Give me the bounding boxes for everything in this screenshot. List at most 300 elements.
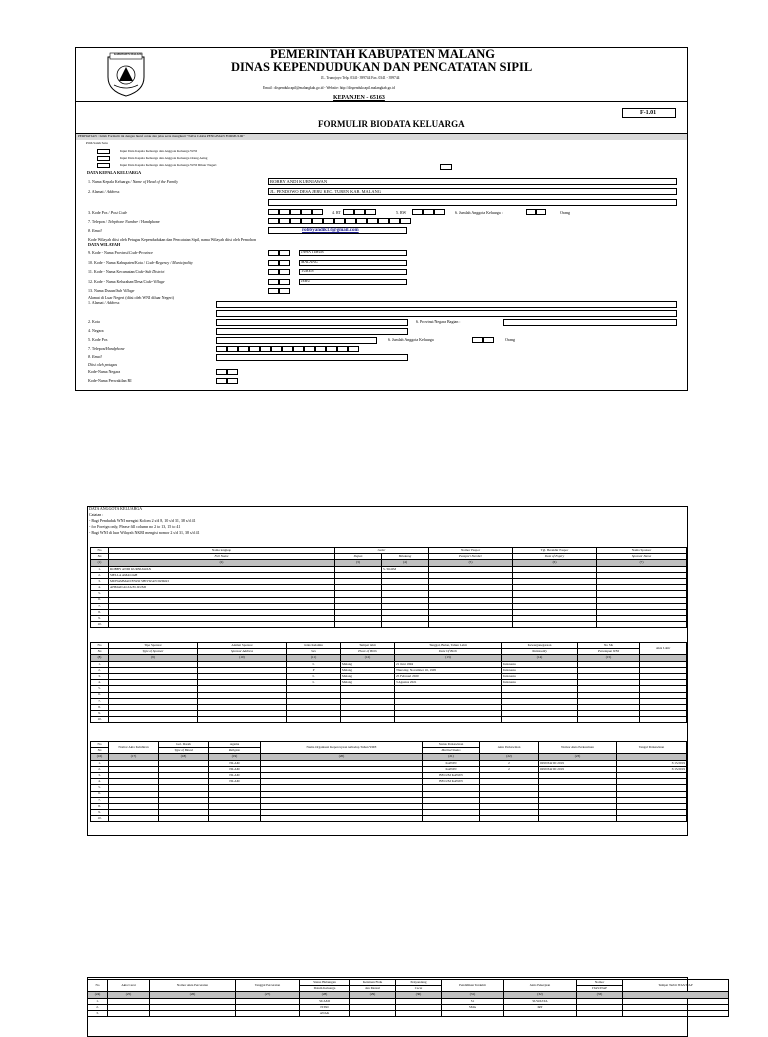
luar-phone-cell-4[interactable] [249, 346, 260, 352]
wilayah-code-cell[interactable] [268, 260, 279, 266]
column-number: (25) [108, 992, 150, 998]
empty-cell[interactable] [350, 1010, 396, 1016]
postcode-cell-4[interactable] [301, 209, 312, 215]
phone-cell-1[interactable] [268, 218, 279, 224]
t2-h-jk2: Sex [287, 649, 341, 655]
option-selected-box[interactable] [440, 164, 452, 170]
t4-h-no: No [88, 980, 108, 992]
cell-no[interactable]: 7. [91, 603, 109, 609]
rw-cell-2[interactable] [423, 209, 434, 215]
cell-kwn[interactable]: Indonesia [502, 667, 578, 673]
anggota-title: DATA ANGGOTA KELUARGA [89, 506, 143, 511]
luar-provinsi-field[interactable] [503, 319, 677, 326]
cell-tempat[interactable] [341, 717, 395, 723]
cell-pek[interactable]: SUWASTA [504, 998, 577, 1004]
office-title: DINAS KEPENDUDUKAN DAN PENCATATAN SIPIL [231, 60, 533, 74]
wilayah-label: 9. Kode - Nama Provinsi/Code-Province [88, 250, 154, 255]
kepala-section-title: DATA KEPALA KELUARGA [87, 170, 142, 175]
empty-cell[interactable] [640, 717, 687, 723]
cell-tempat[interactable]: Malang [341, 680, 395, 686]
rw-cell-1[interactable] [412, 209, 423, 215]
t3-h-aktakawin: Akta Perkawinan [480, 742, 539, 754]
cell-tanggal[interactable]: Thursday, November 16, 1995 [395, 667, 502, 673]
luar-phone-label: 7. Telepon/Handphone [88, 346, 125, 351]
rt-cell-2[interactable] [354, 209, 365, 215]
column-number: (13) [395, 655, 502, 661]
column-number: (7) [597, 560, 687, 566]
table-row [88, 1010, 729, 1016]
luar-jumlah-cell-1[interactable] [472, 337, 483, 343]
anggota-note-2: - for Foreign only, Please fill column no 2 to 13, 15 to 41 [89, 524, 181, 529]
option-checkbox-1[interactable] [97, 149, 110, 154]
postcode-cell-2[interactable] [279, 209, 290, 215]
luar-jumlah-cell-2[interactable] [483, 337, 494, 343]
cell-tempat[interactable]: Malang [341, 667, 395, 673]
cell-status[interactable]: KAWIN [423, 760, 480, 766]
kode-negara-cell-1[interactable] [216, 369, 227, 375]
t2-h-kwn2: Nationality [502, 649, 578, 655]
t1-h-nama2: Full Name [109, 554, 335, 560]
t3-h-org: Nama Organisasi Kepercayaan terhadap Tuhan YME [261, 742, 423, 754]
postcode-label: 3. Kode Pos / Post Code [88, 210, 128, 215]
empty-cell[interactable] [150, 1010, 236, 1016]
cell-no[interactable]: 2. [91, 667, 109, 673]
t4-h-itas2: ITAS/ITAP [577, 986, 623, 992]
luar-address-label: 1. Alamat / Address [88, 300, 120, 305]
cell-agama[interactable]: ISLAM [209, 779, 261, 785]
cell-nama[interactable] [109, 622, 335, 628]
cell-no[interactable]: 2. [91, 572, 109, 578]
anggota-table-2 [90, 642, 687, 723]
wilayah-code-cell[interactable] [279, 269, 290, 275]
cell-no[interactable]: 1. [91, 760, 109, 766]
empty-cell[interactable] [597, 622, 687, 628]
empty-cell[interactable] [513, 622, 597, 628]
cell-tgl[interactable]: 3/15/2019 [617, 760, 687, 766]
table-row [91, 717, 687, 723]
cell-no[interactable]: 4. [91, 779, 109, 785]
column-number: (23) [539, 754, 617, 760]
cell-jk[interactable]: P [287, 667, 341, 673]
luar-phone-cell-5[interactable] [260, 346, 271, 352]
t2-h-tempat2: Place of Birth [341, 649, 395, 655]
column-number: (9) [109, 655, 198, 661]
luar-phone-cell-1[interactable] [216, 346, 227, 352]
wilayah-label: 12. Kode - Nama Kelurahan/Desa/Code-Village [88, 278, 165, 284]
phone-cell-9[interactable] [356, 218, 367, 224]
telephone-label: 7. Telepon / Telephone Number / Handphone [88, 219, 160, 224]
empty-cell[interactable] [578, 717, 640, 723]
column-number: (16) [91, 754, 109, 760]
luar-phone-cell-9[interactable] [304, 346, 315, 352]
cell-tgl[interactable] [617, 816, 687, 822]
wilayah-label: 11. Kode - Nama Kecamatan/Code-Sub District [88, 269, 165, 274]
phone-cell-10[interactable] [367, 218, 378, 224]
empty-cell[interactable] [109, 717, 198, 723]
kepala-address-field-2[interactable] [268, 199, 677, 206]
t4-h-cacat: Penyandang [396, 980, 442, 986]
column-number: (18) [159, 754, 209, 760]
wilayah-note: Kode Wilayah diisi oleh Petugas Kependudukan dan Pencatatan Sipil, nama Wilayah diisi oleh Pemohon [88, 237, 256, 242]
column-number: (14) [502, 655, 578, 661]
jumlah-anggota-cell-2[interactable] [536, 209, 546, 215]
cell-no[interactable]: 4. [91, 585, 109, 591]
cell-no[interactable]: 9. [91, 810, 109, 816]
jumlah-anggota-label: 6. Jumlah Anggota Keluarga : [455, 210, 503, 215]
t2-h-kwn: Kewarganegaraan [502, 643, 578, 649]
gov-title: PEMERINTAH KABUPATEN MALANG [270, 47, 495, 61]
column-number: (29) [350, 992, 396, 998]
t3-h-status: Status Perkawinan [423, 742, 480, 748]
cell-no[interactable]: 3. [91, 772, 109, 778]
wilayah-code-cell[interactable] [279, 279, 290, 285]
office-contact: Email : dispendukcapil@malangkab.go.id - Website: http://dispendukcapil.malangkab.go.id [263, 86, 395, 90]
cell-tgl[interactable]: 3/15/2019 [617, 766, 687, 772]
cell-no[interactable]: 8. [91, 803, 109, 809]
rw-cell-3[interactable] [434, 209, 445, 215]
cell-status[interactable]: BELUM KAWIN [423, 779, 480, 785]
cell-kwn[interactable]: Indonesia [502, 661, 578, 667]
t2-h-tanggal2: Date Of Birth [395, 649, 502, 655]
regency-logo [104, 51, 148, 97]
t3-h-agama: Agama [209, 742, 261, 748]
cell-no[interactable]: 10. [91, 717, 109, 723]
luar-phone-cell-12[interactable] [337, 346, 348, 352]
cell-no[interactable]: 9. [91, 616, 109, 622]
cell-jk[interactable]: L [287, 661, 341, 667]
cell-noakta[interactable] [539, 816, 617, 822]
cell-no[interactable]: 5. [91, 686, 109, 692]
cell-jk[interactable]: L [287, 680, 341, 686]
cell-nama[interactable]: MUHAMMAD ENZO SHIVIZAN DZIKRI [109, 578, 335, 584]
t2-h-jk: Jenis Kelamin [287, 643, 341, 649]
wilayah-code-cell[interactable] [279, 260, 290, 266]
cell-pend[interactable]: S1 [442, 998, 504, 1004]
email-value: robbyandik13@gmail.com [302, 228, 359, 233]
cell-aktakawin[interactable]: 2 [480, 766, 539, 772]
luar-phone-cell-10[interactable] [315, 346, 326, 352]
column-number: (5) [429, 560, 513, 566]
cell-no[interactable]: 4. [91, 680, 109, 686]
option-checkbox-2[interactable] [97, 156, 110, 161]
cell-status[interactable]: KAWIN [423, 766, 480, 772]
cell-nama[interactable]: SIELLA AMALIAH [109, 572, 335, 578]
t3-h-noakta: Nomor Akta Perkawinan [539, 742, 617, 754]
cell-belakang[interactable] [382, 622, 429, 628]
t2-h-tanggal: Tanggal, Bulan, Tahun Lahir [395, 643, 502, 649]
luar-phone-cell-6[interactable] [271, 346, 282, 352]
cell-no[interactable]: 3. [88, 1010, 108, 1016]
luar-phone-cell-11[interactable] [326, 346, 337, 352]
cell-pek[interactable]: IRT [504, 1004, 577, 1010]
office-city: KEPANJEN - 65163 [333, 95, 385, 101]
empty-cell[interactable] [261, 816, 423, 822]
cell-tempat[interactable]: Malang [341, 673, 395, 679]
t1-h-nama: Nama lengkap [109, 548, 335, 554]
option-checkbox-3[interactable] [97, 163, 110, 168]
t3-h-tgl: Tangal Perkawinan [617, 742, 687, 754]
t1-h-belakang: Belakang [382, 554, 429, 560]
luar-phone-cell-13[interactable] [348, 346, 359, 352]
t2-h-no2: No [91, 649, 109, 655]
wilayah-code-cell[interactable] [268, 250, 279, 256]
cell-tanggal[interactable]: 25 Februari 2020 [395, 673, 502, 679]
phone-cell-11[interactable] [378, 218, 389, 224]
empty-cell[interactable] [108, 1010, 150, 1016]
petugas-note: Diisi oleh petugas [88, 362, 118, 367]
cell-no[interactable]: 3. [91, 578, 109, 584]
kode-perwakilan-cell-1[interactable] [216, 378, 227, 384]
empty-cell[interactable] [159, 816, 209, 822]
phone-cell-8[interactable] [345, 218, 356, 224]
anggota-table-3 [90, 741, 687, 822]
wilayah-name-value: TUREN [301, 269, 314, 273]
phone-cell-4[interactable] [301, 218, 312, 224]
luar-phone-cell-2[interactable] [227, 346, 238, 352]
office-address: JL. Trunojoyo Telp. 0341- 399744 Fax. 0341 - 399744 [321, 76, 400, 80]
t4-h-tempat: Tempat Terbit ITAS/ITAP [623, 980, 729, 992]
kepala-address-value: JL. PENDOWO DESA JERU KEC. TUREN KAB. MALANG [270, 188, 381, 194]
phone-cell-7[interactable] [334, 218, 345, 224]
anggota-catatan: Catatan : [89, 512, 104, 517]
column-number: (17) [109, 754, 159, 760]
t1-h-paspor: Nomor Paspor [429, 548, 513, 554]
wilayah-name-field[interactable] [299, 269, 407, 275]
kepala-name-label: 1. Nama Kepala Keluarga / Name of Head of the Family [88, 179, 179, 184]
cell-kwn[interactable]: Indonesia [502, 680, 578, 686]
rt-label: 4. RT [332, 210, 341, 215]
cell-no[interactable]: 10. [91, 622, 109, 628]
luar-negara-field[interactable] [216, 328, 408, 335]
t1-h-depan: Depan [335, 554, 382, 560]
t2-h-tipe2: Type of Sponsor [109, 649, 198, 655]
anggota-note-3: - Bagi WNI di luar Wilayah NKRI mengisi nomor 2 s/d 31, 38 s/d 41 [89, 530, 200, 535]
empty-cell[interactable] [623, 1010, 729, 1016]
t2-h-alamat: Alamat Sponsor [198, 643, 287, 649]
phone-cell-6[interactable] [323, 218, 334, 224]
cell-tanggal[interactable] [395, 717, 502, 723]
wilayah-code-cell[interactable] [279, 250, 290, 256]
cell-pek[interactable] [504, 1010, 577, 1016]
t1-h-sponsor: Nama Sponsor [597, 548, 687, 554]
luar-orang-label: Orang [505, 337, 515, 342]
kode-perwakilan-cell-2[interactable] [227, 378, 238, 384]
empty-cell[interactable] [236, 1010, 300, 1016]
option-label-2: Input Data Kepala Keluarga dan Anggota Keluarga Orang Asing [120, 156, 208, 160]
t3-h-akta: Nomor Akta Kelahiran [109, 742, 159, 754]
column-number: (30) [396, 992, 442, 998]
jumlah-anggota-cell-1[interactable] [526, 209, 536, 215]
kode-negara-cell-2[interactable] [227, 369, 238, 375]
phone-cell-13[interactable] [400, 218, 411, 224]
choose-label: Pilih Salah Satu [86, 141, 108, 145]
column-number: (2) [109, 560, 335, 566]
empty-cell[interactable] [577, 1010, 623, 1016]
wilayah-label: 13. Nama Dusun/Sub Village [88, 288, 135, 293]
cell-tempat[interactable]: Malang [341, 661, 395, 667]
cell-kwn[interactable]: Indonesia [502, 673, 578, 679]
luar-title: Alamat di Luar Negeri (diisi oleh WNI diluar Negeri) [88, 295, 174, 300]
rt-cell-3[interactable] [365, 209, 376, 215]
cell-kwn[interactable] [502, 717, 578, 723]
empty-cell[interactable] [109, 816, 159, 822]
cell-belakang[interactable]: S. SKOM [382, 566, 429, 572]
cell-noakta[interactable]: 0299 842 III 2019 [539, 760, 617, 766]
cell-status[interactable]: BELUM KAWIN [423, 772, 480, 778]
wilayah-code-cell[interactable] [268, 288, 279, 294]
t1-h-tgl: Tgl. Berakhir Paspor [513, 548, 597, 554]
postcode-cell-3[interactable] [290, 209, 301, 215]
column-number: (10) [198, 655, 287, 661]
cell-agama[interactable] [209, 816, 261, 822]
cell-shdk[interactable]: SUAMI [300, 998, 350, 1004]
header-divider [75, 101, 688, 102]
column-number: (20) [261, 754, 423, 760]
luar-email-label: 8. Email [88, 354, 102, 359]
cell-aktakawin[interactable]: 2 [480, 760, 539, 766]
t4-h-pend: Pendidikan Terakhir [442, 980, 504, 992]
luar-phone-cell-8[interactable] [293, 346, 304, 352]
luar-email-field[interactable] [216, 354, 408, 361]
anggota-table-1 [90, 547, 687, 628]
form-code: F-1.01 [640, 110, 657, 116]
cell-no[interactable]: 8. [91, 704, 109, 710]
cell-jk[interactable]: L [287, 673, 341, 679]
wilayah-name-value: JAWA TIMUR [301, 250, 324, 254]
cell-pend[interactable]: SMA [442, 1004, 504, 1010]
cell-no[interactable]: 1. [91, 661, 109, 667]
cell-tanggal[interactable]: 3 Agustus 2021 [395, 680, 502, 686]
empty-cell[interactable] [335, 622, 382, 628]
column-number: (21) [423, 754, 480, 760]
cell-no[interactable]: 3. [91, 673, 109, 679]
t3-h-no: No [91, 742, 109, 748]
column-number: (6) [513, 560, 597, 566]
cell-no[interactable]: 9. [91, 711, 109, 717]
column-number: (27) [236, 992, 300, 998]
t4-h-kelainan2: dan Mental [350, 986, 396, 992]
luar-kota-label: 2. Kota [88, 319, 100, 324]
cell-nama[interactable]: AHMAD ALZA EL RUMI [109, 585, 335, 591]
t1-h-tgl2: Date of Expiry [513, 554, 597, 560]
luar-address-field[interactable] [216, 301, 677, 308]
cell-no[interactable]: 1. [88, 998, 108, 1004]
luar-provinsi-label: 6. Provinsi/Negara Bagian : [416, 319, 461, 324]
kode-negara-label: Kode-Nama Negara [88, 369, 121, 374]
wilayah-code-cell[interactable] [268, 269, 279, 275]
cell-nama[interactable]: ROBBY ANDI KURNIAWAN [109, 566, 335, 572]
wilayah-name-field[interactable] [299, 279, 407, 285]
cell-no[interactable]: 6. [91, 692, 109, 698]
column-number: (3) [335, 560, 382, 566]
column-number: (28) [300, 992, 350, 998]
phone-cell-12[interactable] [389, 218, 400, 224]
column-number: (31) [442, 992, 504, 998]
cell-agama[interactable]: ISLAM [209, 766, 261, 772]
cell-no[interactable]: 7. [91, 797, 109, 803]
cell-no[interactable]: 2. [88, 1004, 108, 1010]
luar-address-field-2[interactable] [216, 310, 677, 317]
cell-no[interactable]: 6. [91, 791, 109, 797]
column-number: (33) [577, 992, 623, 998]
kepala-name-field[interactable] [268, 178, 677, 185]
cell-agama[interactable]: ISLAM [209, 760, 261, 766]
orang-label: Orang [560, 210, 570, 215]
t2-h-akta: Akta Lahir [640, 643, 687, 655]
cell-pend[interactable] [442, 1010, 504, 1016]
column-number: (1) [91, 560, 109, 566]
cell-noakta[interactable]: 0299 842 III 2019 [539, 766, 617, 772]
t4-h-cacat2: Cacat [396, 986, 442, 992]
t3-h-no2: No [91, 748, 109, 754]
wilayah-code-cell[interactable] [279, 288, 290, 294]
cell-no[interactable]: 10. [91, 816, 109, 822]
anggota-table-4 [87, 979, 729, 1017]
luar-kodepos-field[interactable] [216, 337, 377, 344]
wilayah-code-cell[interactable] [268, 279, 279, 285]
anggota-note-1: - Bagi Penduduk WNI mengisi Kolom 2 s/d 8, 10 s/d 31, 38 s/d 41 [89, 518, 196, 523]
t4-h-shdk: Status Hubungan [300, 980, 350, 986]
cell-no[interactable]: 8. [91, 609, 109, 615]
cell-status[interactable] [423, 816, 480, 822]
wilayah-section-title: DATA WILAYAH [88, 242, 121, 247]
phone-cell-5[interactable] [312, 218, 323, 224]
t3-h-agama2: Religion [209, 748, 261, 754]
t3-h-gol: Gol. Darah [159, 742, 209, 748]
cell-no[interactable]: 7. [91, 698, 109, 704]
phone-cell-2[interactable] [279, 218, 290, 224]
cell-shdk[interactable]: ISTRI [300, 1004, 350, 1010]
rt-cell-1[interactable] [343, 209, 354, 215]
cell-no[interactable]: 5. [91, 785, 109, 791]
luar-phone-cell-7[interactable] [282, 346, 293, 352]
column-number: (22) [480, 754, 539, 760]
wilayah-label: 10. Kode - Nama Kabupaten/Kota / Code-Regency / Municipality [88, 259, 193, 265]
table-row [91, 622, 687, 628]
column-number: (19) [209, 754, 261, 760]
luar-negara-label: 4. Negara [88, 328, 104, 333]
empty-cell[interactable] [396, 1010, 442, 1016]
kepala-address-label: 2. Alamat / Address [88, 189, 120, 194]
postcode-cell-5[interactable] [312, 209, 323, 215]
email-label: 8. Email [88, 228, 102, 233]
postcode-cell-1[interactable] [268, 209, 279, 215]
t4-h-akta: Akta Cerai [108, 980, 150, 992]
empty-cell[interactable] [198, 717, 287, 723]
luar-kota-field[interactable] [216, 319, 408, 326]
wilayah-name-value: JERU [301, 278, 311, 283]
column-number: (15) [578, 655, 640, 661]
cell-aktakawin[interactable] [480, 816, 539, 822]
cell-shdk[interactable]: ANAK [300, 1010, 350, 1016]
luar-phone-cell-3[interactable] [238, 346, 249, 352]
column-number: (11) [287, 655, 341, 661]
empty-cell[interactable] [429, 622, 513, 628]
cell-tanggal[interactable]: 21 Juni 1994 [395, 661, 502, 667]
cell-agama[interactable]: ISLAM [209, 772, 261, 778]
cell-no[interactable]: 5. [91, 591, 109, 597]
cell-jk[interactable] [287, 717, 341, 723]
t2-h-sk: No SK [578, 643, 640, 649]
cell-no[interactable]: 6. [91, 597, 109, 603]
cell-no[interactable]: 1. [91, 566, 109, 572]
t4-h-noakta: Nomor Akta Perceraian [150, 980, 236, 992]
kepala-name-value: ROBBY ANDI KURNIAWAN [270, 178, 328, 184]
column-number: (12) [341, 655, 395, 661]
cell-no[interactable]: 2. [91, 766, 109, 772]
phone-cell-3[interactable] [290, 218, 301, 224]
form-title: FORMULIR BIODATA KELUARGA [318, 119, 465, 129]
